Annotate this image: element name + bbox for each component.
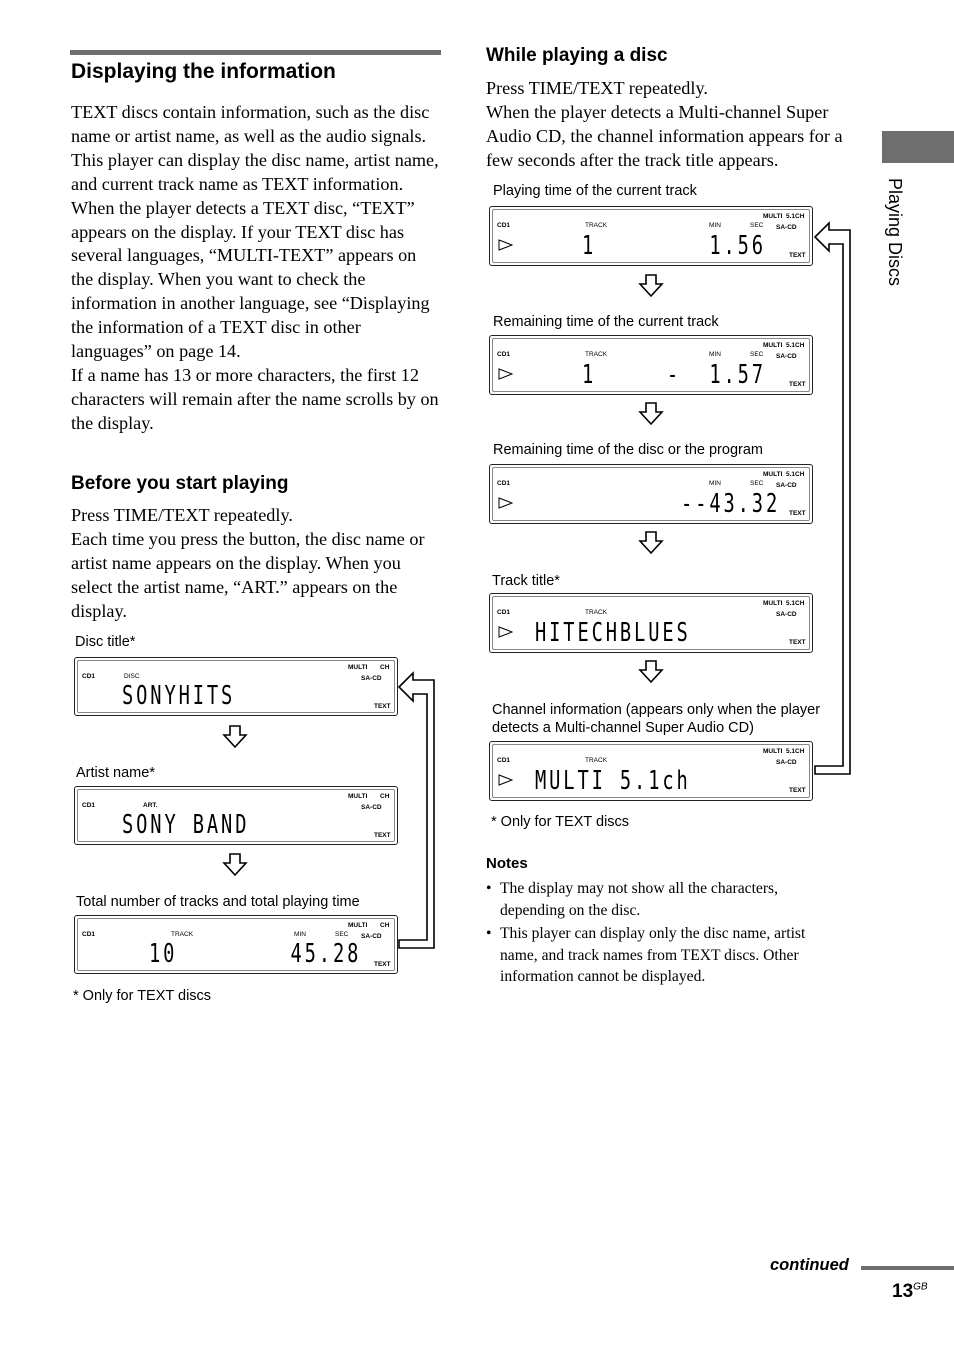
lcd-segment-text: 1 1.56	[582, 231, 766, 261]
lcd-display-channel-info	[489, 741, 813, 801]
play-icon	[498, 774, 513, 786]
return-loop-arrow-icon	[814, 220, 854, 778]
lcd-text-label: TEXT	[374, 703, 391, 710]
lcd-multi-label: MULTI	[763, 213, 783, 220]
down-arrow-icon	[638, 660, 664, 684]
display-caption: Channel information (appears only when the player detects a Multi-channel Super Audio CD)	[492, 702, 821, 736]
section-heading: Displaying the information	[71, 60, 336, 83]
lcd-text-label: TEXT	[789, 252, 806, 259]
intro-paragraph-1: TEXT discs contain information, such as the disc name or artist name, as well as the audio signals. This player can display the disc name, artist name, and current track name as TEXT information.	[71, 102, 439, 194]
lcd-sacd-label: SA-CD	[776, 611, 797, 618]
before-step-2: Each time you press the button, the disc name or artist name appears on the display. When you select the artist name, “ART.” appears on the display.	[71, 528, 425, 621]
lcd-display-artist-name	[74, 786, 398, 845]
down-arrow-icon	[638, 531, 664, 555]
lcd-sec-label: SEC	[750, 351, 764, 358]
display-caption: Track title*	[492, 573, 560, 589]
footnote: * Only for TEXT discs	[491, 814, 630, 830]
lcd-display-remaining-track	[489, 335, 813, 395]
lcd-display-remaining-disc	[489, 464, 813, 524]
lcd-cd-label: CD1	[497, 480, 511, 487]
lcd-text-label: TEXT	[789, 381, 806, 388]
lcd-mode-label: TRACK	[585, 222, 608, 229]
lcd-min-label: MIN	[709, 351, 721, 358]
lcd-ch-label: CH	[380, 664, 390, 671]
lcd-text-label: TEXT	[789, 787, 806, 794]
lcd-display-track-title	[489, 593, 813, 653]
lcd-text-label: TEXT	[789, 639, 806, 646]
section-tab-marker	[882, 131, 954, 163]
lcd-segment-text: MULTI 5.1ch	[535, 766, 691, 796]
display-caption: Playing time of the current track	[493, 183, 697, 199]
while-playing-heading: While playing a disc	[486, 45, 668, 66]
intro-text	[71, 101, 443, 436]
intro-paragraph-3: If a name has 13 or more characters, the first 12 characters will remain after the name scrolls by on the display.	[71, 364, 439, 433]
lcd-cd-label: CD1	[497, 222, 511, 229]
down-arrow-icon	[222, 725, 248, 749]
lcd-text-label: TEXT	[374, 961, 391, 968]
down-arrow-icon	[638, 402, 664, 426]
lcd-multi-label: MULTI	[348, 664, 368, 671]
note-item: • The display may not show all the characters, depending on the disc.	[486, 878, 846, 921]
lcd-segment-text: SONY BAND	[122, 810, 250, 840]
lcd-multi-label: MULTI	[348, 922, 368, 929]
lcd-sacd-label: SA-CD	[361, 933, 382, 940]
page-number	[892, 1281, 928, 1303]
lcd-mode-label: TRACK	[585, 351, 608, 358]
play-icon	[498, 497, 513, 509]
section-tab-label: Playing Discs	[885, 178, 905, 287]
lcd-ch-label: 5.1CH	[786, 600, 805, 607]
intro-paragraph-2: When the player detects a TEXT disc, “TEXT” appears on the display. If your TEXT disc has several languages, “MULTI-TEXT” appears on the display. When you want to check the information in another language, see “Displaying the information of a TEXT disc in other languages” on page 14.	[71, 197, 430, 362]
lcd-cd-label: CD1	[497, 757, 511, 764]
before-playing-heading: Before you start playing	[71, 473, 289, 494]
play-icon	[498, 239, 513, 251]
lcd-ch-label: 5.1CH	[786, 748, 805, 755]
page-number-value: 13	[892, 1281, 914, 1302]
while-step-1: Press TIME/TEXT repeatedly.	[486, 78, 708, 98]
play-icon	[498, 626, 513, 638]
lcd-text-label: TEXT	[789, 510, 806, 517]
lcd-sec-label: SEC	[335, 931, 349, 938]
continued-label: continued	[770, 1256, 849, 1274]
lcd-segment-text: SONYHITS	[122, 681, 236, 711]
before-step-1: Press TIME/TEXT repeatedly.	[71, 505, 293, 525]
lcd-sacd-label: SA-CD	[776, 759, 797, 766]
lcd-sec-label: SEC	[750, 480, 764, 487]
play-icon	[498, 368, 513, 380]
notes-title: Notes	[486, 855, 528, 872]
lcd-mode-label: TRACK	[585, 609, 608, 616]
lcd-sacd-label: SA-CD	[361, 675, 382, 682]
lcd-mode-label: TRACK	[171, 931, 194, 938]
display-caption: Disc title*	[75, 634, 136, 650]
return-loop-arrow-icon	[398, 670, 440, 952]
display-caption: Remaining time of the disc or the program	[493, 442, 763, 458]
down-arrow-icon	[222, 853, 248, 877]
lcd-min-label: MIN	[709, 480, 721, 487]
lcd-segment-text: 1 - 1.57	[582, 360, 766, 390]
lcd-min-label: MIN	[294, 931, 306, 938]
lcd-text-label: TEXT	[374, 832, 391, 839]
display-caption: Total number of tracks and total playing time	[76, 894, 360, 910]
lcd-mode-label: DISC	[124, 673, 140, 680]
down-arrow-icon	[638, 274, 664, 298]
lcd-multi-label: MULTI	[763, 748, 783, 755]
note-item: • This player can display only the disc name, artist name, and track names from TEXT discs. Other information cannot be displayed.	[486, 923, 846, 988]
display-caption: Remaining time of the current track	[493, 314, 719, 330]
lcd-sacd-label: SA-CD	[776, 482, 797, 489]
lcd-cd-label: CD1	[82, 931, 96, 938]
lcd-cd-label: CD1	[82, 802, 96, 809]
lcd-mode-label: ART.	[143, 802, 158, 809]
display-caption: Artist name*	[76, 765, 155, 781]
lcd-segment-text: HITECHBLUES	[535, 618, 691, 648]
page-number-suffix: GB	[913, 1281, 928, 1293]
lcd-segment-text: 10 45.28	[149, 939, 362, 969]
lcd-display-disc-title	[74, 657, 398, 716]
continued-rule	[861, 1266, 954, 1270]
notes-list	[486, 878, 846, 988]
lcd-multi-label: MULTI	[763, 600, 783, 607]
lcd-ch-label: 5.1CH	[786, 471, 805, 478]
lcd-display-playing-time	[489, 206, 813, 266]
lcd-cd-label: CD1	[82, 673, 96, 680]
lcd-sacd-label: SA-CD	[361, 804, 382, 811]
lcd-sec-label: SEC	[750, 222, 764, 229]
lcd-multi-label: MULTI	[763, 342, 783, 349]
lcd-ch-label: 5.1CH	[786, 213, 805, 220]
while-step-2: When the player detects a Multi-channel Super Audio CD, the channel information appears for a few seconds after the track title appears.	[486, 101, 843, 170]
lcd-sacd-label: SA-CD	[776, 353, 797, 360]
lcd-ch-label: CH	[380, 793, 390, 800]
lcd-mode-label: TRACK	[585, 757, 608, 764]
notes-section	[486, 855, 846, 990]
footnote: * Only for TEXT discs	[73, 988, 212, 1004]
lcd-cd-label: CD1	[497, 351, 511, 358]
while-playing-text	[486, 77, 858, 173]
lcd-cd-label: CD1	[497, 609, 511, 616]
left-top-rule	[70, 50, 441, 55]
lcd-multi-label: MULTI	[763, 471, 783, 478]
lcd-display-total-tracks	[74, 915, 398, 974]
before-playing-text	[71, 504, 443, 624]
lcd-ch-label: CH	[380, 922, 390, 929]
lcd-min-label: MIN	[709, 222, 721, 229]
lcd-ch-label: 5.1CH	[786, 342, 805, 349]
lcd-multi-label: MULTI	[348, 793, 368, 800]
lcd-sacd-label: SA-CD	[776, 224, 797, 231]
lcd-segment-text: --43.32	[582, 489, 781, 519]
